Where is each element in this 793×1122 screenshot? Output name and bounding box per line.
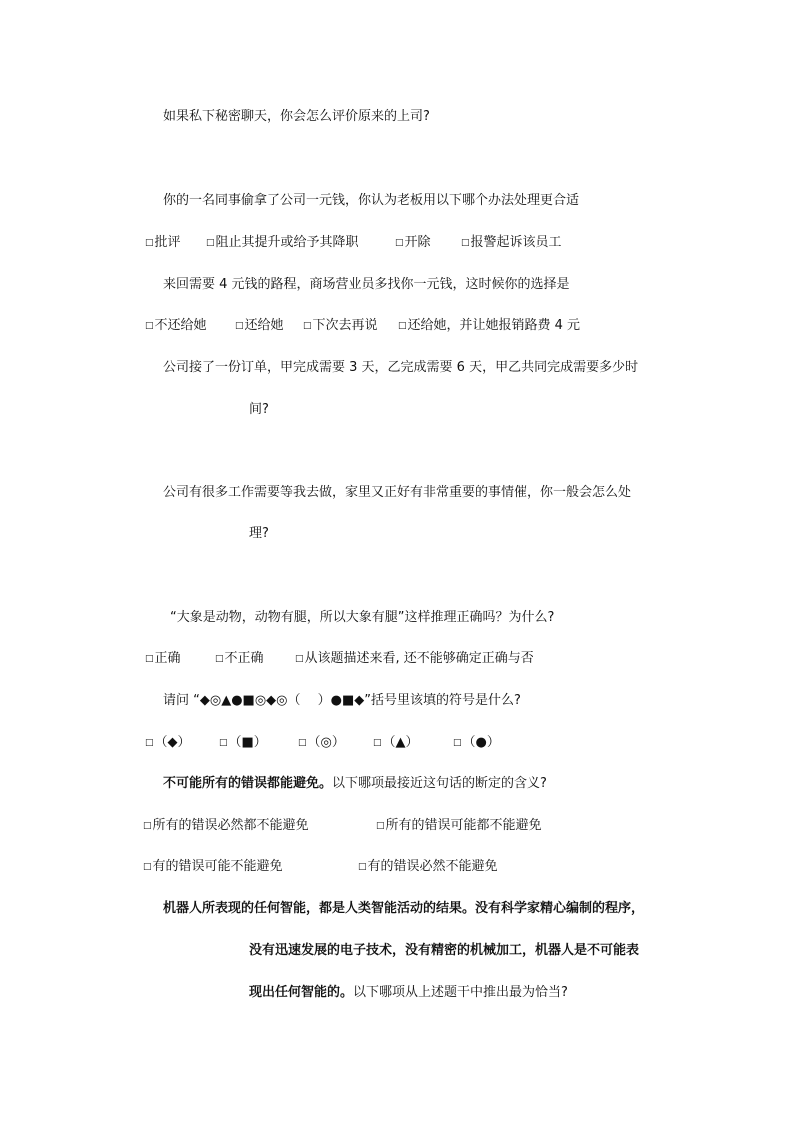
checkbox-icon[interactable]: □ [358,862,367,872]
q6-option-2[interactable]: □不正确 [215,651,264,666]
q8-option-3[interactable]: □有的错误可能不能避免 [143,859,283,874]
checkbox-icon[interactable]: □ [143,862,152,872]
checkbox-icon[interactable]: □ [395,238,404,248]
checkbox-icon[interactable]: □ [219,738,228,748]
q2-option-4[interactable]: □报警起诉该员工 [461,235,562,250]
question-5-line-1: 公司有很多工作需要等我去做，家里又正好有非常重要的事情催，你一般会怎么处 [163,485,632,500]
q3-option-4[interactable]: □还给她，并让她报销路费 4 元 [398,318,581,333]
question-3: 来回需要 4 元钱的路程，商场营业员多找你一元钱，这时候你的选择是 [163,277,570,292]
q2-option-3[interactable]: □开除 [395,235,431,250]
checkbox-icon[interactable]: □ [145,654,154,664]
checkbox-icon[interactable]: □ [215,654,224,664]
q7-option-1[interactable]: □（◆） [145,735,191,750]
question-6: “大象是动物，动物有腿，所以大象有腿”这样推理正确吗？为什么? [170,610,555,625]
checkbox-icon[interactable]: □ [145,321,154,331]
checkbox-icon[interactable]: □ [453,738,462,748]
question-9-line-3: 现出任何智能的。以下哪项从上述题干中推出最为恰当? [249,985,568,1000]
question-9-line-2: 没有迅速发展的电子技术，没有精密的机械加工，机器人是不可能表 [249,943,640,958]
checkbox-icon[interactable]: □ [295,654,304,664]
checkbox-icon[interactable]: □ [376,821,385,831]
checkbox-icon[interactable]: □ [373,738,382,748]
checkbox-icon[interactable]: □ [145,738,154,748]
q8-option-4[interactable]: □有的错误必然不能避免 [358,859,498,874]
q7-option-2[interactable]: □（■） [219,735,267,750]
question-5-line-2: 理? [249,526,269,541]
checkbox-icon[interactable]: □ [145,238,154,248]
question-4-line-1: 公司接了一份订单，甲完成需要 3 天，乙完成需要 6 天，甲乙共同完成需要多少时 [163,360,639,375]
question-9-line-1: 机器人所表现的任何智能，都是人类智能活动的结果。没有科学家精心编制的程序， [163,901,645,916]
q3-option-3[interactable]: □下次去再说 [303,318,378,333]
checkbox-icon[interactable]: □ [398,321,407,331]
q8-option-1[interactable]: □所有的错误必然都不能避免 [143,818,309,833]
q8-option-2[interactable]: □所有的错误可能都不能避免 [376,818,542,833]
q3-option-2[interactable]: □还给她 [235,318,284,333]
question-1: 如果私下秘密聊天，你会怎么评价原来的上司? [163,109,430,124]
q2-option-2[interactable]: □阻止其提升或给予其降职 [206,235,359,250]
q6-option-3[interactable]: □从该题描述来看, 还不能够确定正确与否 [295,651,534,666]
question-8: 不可能所有的错误都能避免。以下哪项最接近这句话的断定的含义? [163,776,547,791]
checkbox-icon[interactable]: □ [235,321,244,331]
q6-option-1[interactable]: □正确 [145,651,181,666]
question-2: 你的一名同事偷拿了公司一元钱，你认为老板用以下哪个办法处理更合适 [163,193,580,208]
question-4-line-2: 间? [249,402,269,417]
checkbox-icon[interactable]: □ [143,821,152,831]
checkbox-icon[interactable]: □ [303,321,312,331]
q3-option-1[interactable]: □不还给她 [145,318,207,333]
q7-option-4[interactable]: □（▲） [373,735,419,750]
q7-option-3[interactable]: □（◎） [298,735,345,750]
q2-option-1[interactable]: □批评 [145,235,181,250]
checkbox-icon[interactable]: □ [461,238,470,248]
q7-option-5[interactable]: □（●） [453,735,500,750]
checkbox-icon[interactable]: □ [298,738,307,748]
checkbox-icon[interactable]: □ [206,238,215,248]
question-7: 请问 “◆◎▲●■◎◆◎（ ）●■◆”括号里该填的符号是什么? [163,693,521,708]
